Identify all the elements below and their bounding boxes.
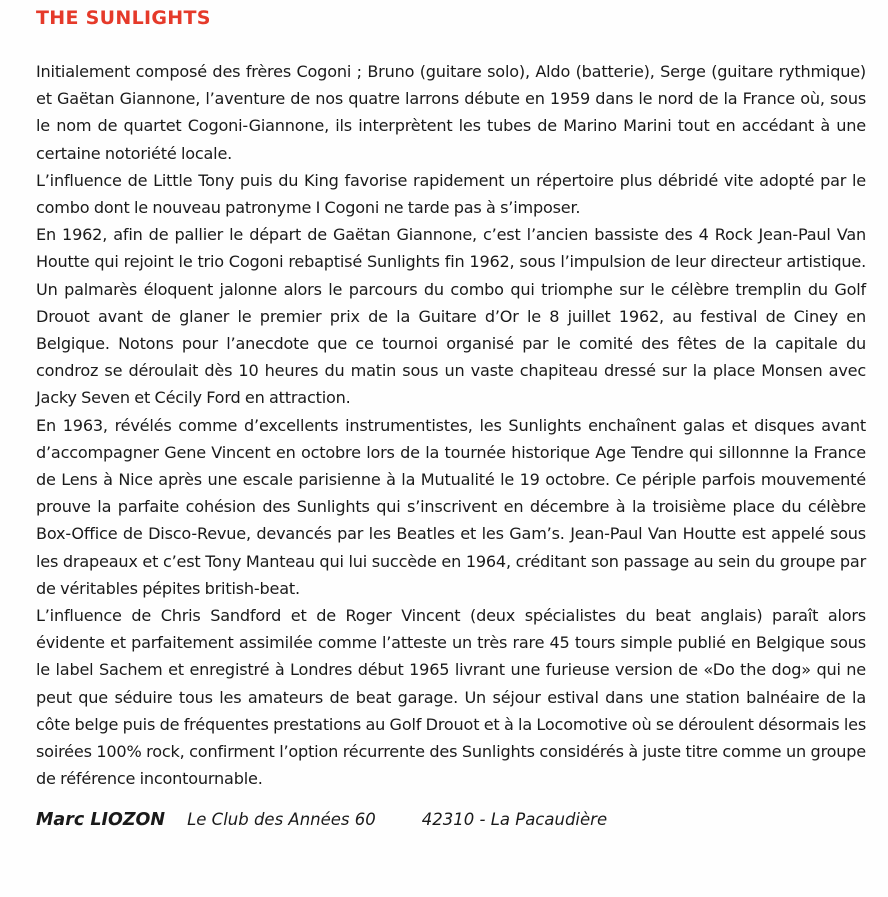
- paragraph-influence: L’influence de Little Tony puis du King favorise rapidement un répertoire plus débridé vite adopté par le combo dont le nouveau patronyme I Cogoni ne tarde pas à s’imposer.: [36, 170, 866, 218]
- signature-author: Marc LIOZON: [36, 810, 166, 830]
- paragraph-beat: L’influence de Chris Sandford et de Roger Vincent (deux spécialistes du beat anglais) paraît alors évidente et parfaitement assimilée comme l’atteste un très rare 45 tours simple publié en Belgique sous le label Sachem et enregistré à Londres début 1965 livrant une furieuse version de «Do the dog» qui ne peut que séduire tous les amateurs de beat garage. Un séjour estival dans une station balnéaire de la côte belge puis de fréquentes prestations au Golf Drouot et à la Locomotive où se déroulent désormais les soirées 100% rock, confirment l’option récurrente des Sunlights considérés à juste titre comme un groupe de référence incontournable.: [36, 606, 866, 789]
- paragraph-1962: En 1962, afin de pallier le départ de Gaëtan Giannone, c’est l’ancien bassiste des 4 Rock Jean-Paul Van Houtte qui rejoint le trio Cogoni rebaptisé Sunlights fin 1962, sous l’impulsion de leur directeur artistique. Un palmarès éloquent jalonne alors le parcours du combo qui triomphe sur le célèbre tremplin du Golf Drouot avant de glaner le premier prix de la Guitare d’Or le 8 juillet 1962, au festival de Ciney en Belgique. Notons pour l’anecdote que ce tournoi organisé par le comité des fêtes de la capitale du condroz se déroulait dès 10 heures du matin sous un vaste chapiteau dressé sur la place Monsen avec Jacky Seven et Cécily Ford en attraction.: [36, 225, 866, 408]
- paragraph-origins: Initialement composé des frères Cogoni ; Bruno (guitare solo), Aldo (batterie), Serge (guitare rythmique) et Gaëtan Giannone, l’aventure de nos quatre larrons débute en 1959 dans le nord de la France où, sous le nom de quartet Cogoni-Giannone, ils interprètent les tubes de Marino Marini tout en accédant à une certaine notoriété locale.: [36, 62, 866, 163]
- article-body: [36, 58, 866, 792]
- signature-club: Le Club des Années 60: [187, 810, 376, 829]
- page-title: THE SUNLIGHTS: [36, 7, 211, 29]
- signature-place: 42310 - La Pacaudière: [421, 810, 608, 829]
- signature-line: [36, 810, 607, 830]
- paragraph-1963: En 1963, révélés comme d’excellents instrumentistes, les Sunlights enchaînent galas et disques avant d’accompagner Gene Vincent en octobre lors de la tournée historique Age Tendre qui sillonnne la France de Lens à Nice après une escale parisienne à la Mutualité le 19 octobre. Ce périple parfois mouvementé prouve la parfaite cohésion des Sunlights qui s’inscrivent en décembre à la troisième place du célèbre Box-Office de Disco-Revue, devancés par les Beatles et les Gam’s. Jean-Paul Van Houtte est appelé sous les drapeaux et c’est Tony Manteau qui lui succède en 1964, créditant son passage au sein du groupe par de véritables pépites british-beat.: [36, 415, 866, 598]
